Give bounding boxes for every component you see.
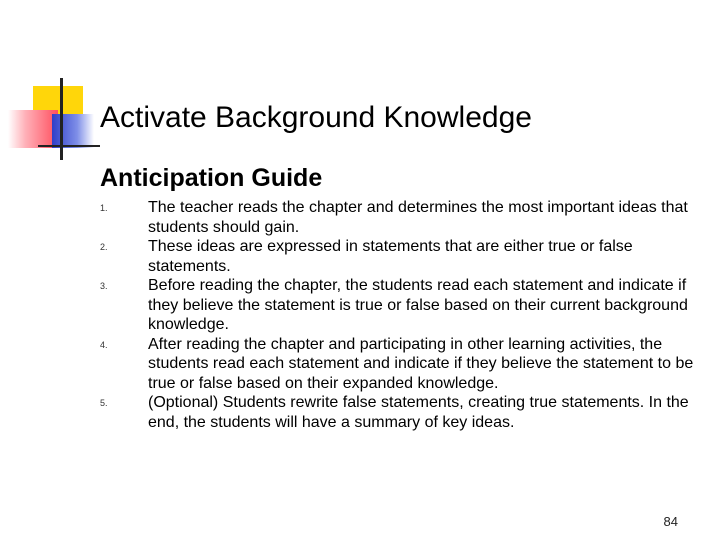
step-text: Before reading the chapter, the students read each statement and indicate if they believe the statement is true or false based on their current background knowledge. xyxy=(148,277,688,333)
step-number: 1. xyxy=(100,203,108,213)
step-text: These ideas are expressed in statements that are either true or false statements. xyxy=(148,238,633,275)
step-text: (Optional) Students rewrite false statements, creating true statements. In the end, the students will have a summary of key ideas. xyxy=(148,394,689,431)
vertical-rule-line xyxy=(60,78,63,160)
list-item xyxy=(100,276,705,335)
slide-subtitle: Anticipation Guide xyxy=(100,164,323,192)
step-number: 5. xyxy=(100,398,108,408)
list-item xyxy=(100,335,705,394)
step-number: 2. xyxy=(100,242,108,252)
list-item xyxy=(100,198,705,237)
steps-list xyxy=(100,198,705,432)
blue-gradient-shape xyxy=(52,114,94,148)
list-item xyxy=(100,237,705,276)
step-number: 3. xyxy=(100,281,108,291)
red-gradient-shape xyxy=(8,110,58,148)
step-number: 4. xyxy=(100,339,108,350)
page-number: 84 xyxy=(663,514,678,529)
horizontal-rule-line xyxy=(38,145,100,147)
list-item xyxy=(100,393,705,432)
step-text: The teacher reads the chapter and determines the most important ideas that students should gain. xyxy=(148,199,688,236)
step-text: After reading the chapter and participating in other learning activities, the students read each statement and indicate if they believe the statement to be true or false based on their expanded knowledge. xyxy=(148,335,694,392)
corner-decoration-graphic xyxy=(0,0,110,170)
slide-title: Activate Background Knowledge xyxy=(100,101,532,134)
